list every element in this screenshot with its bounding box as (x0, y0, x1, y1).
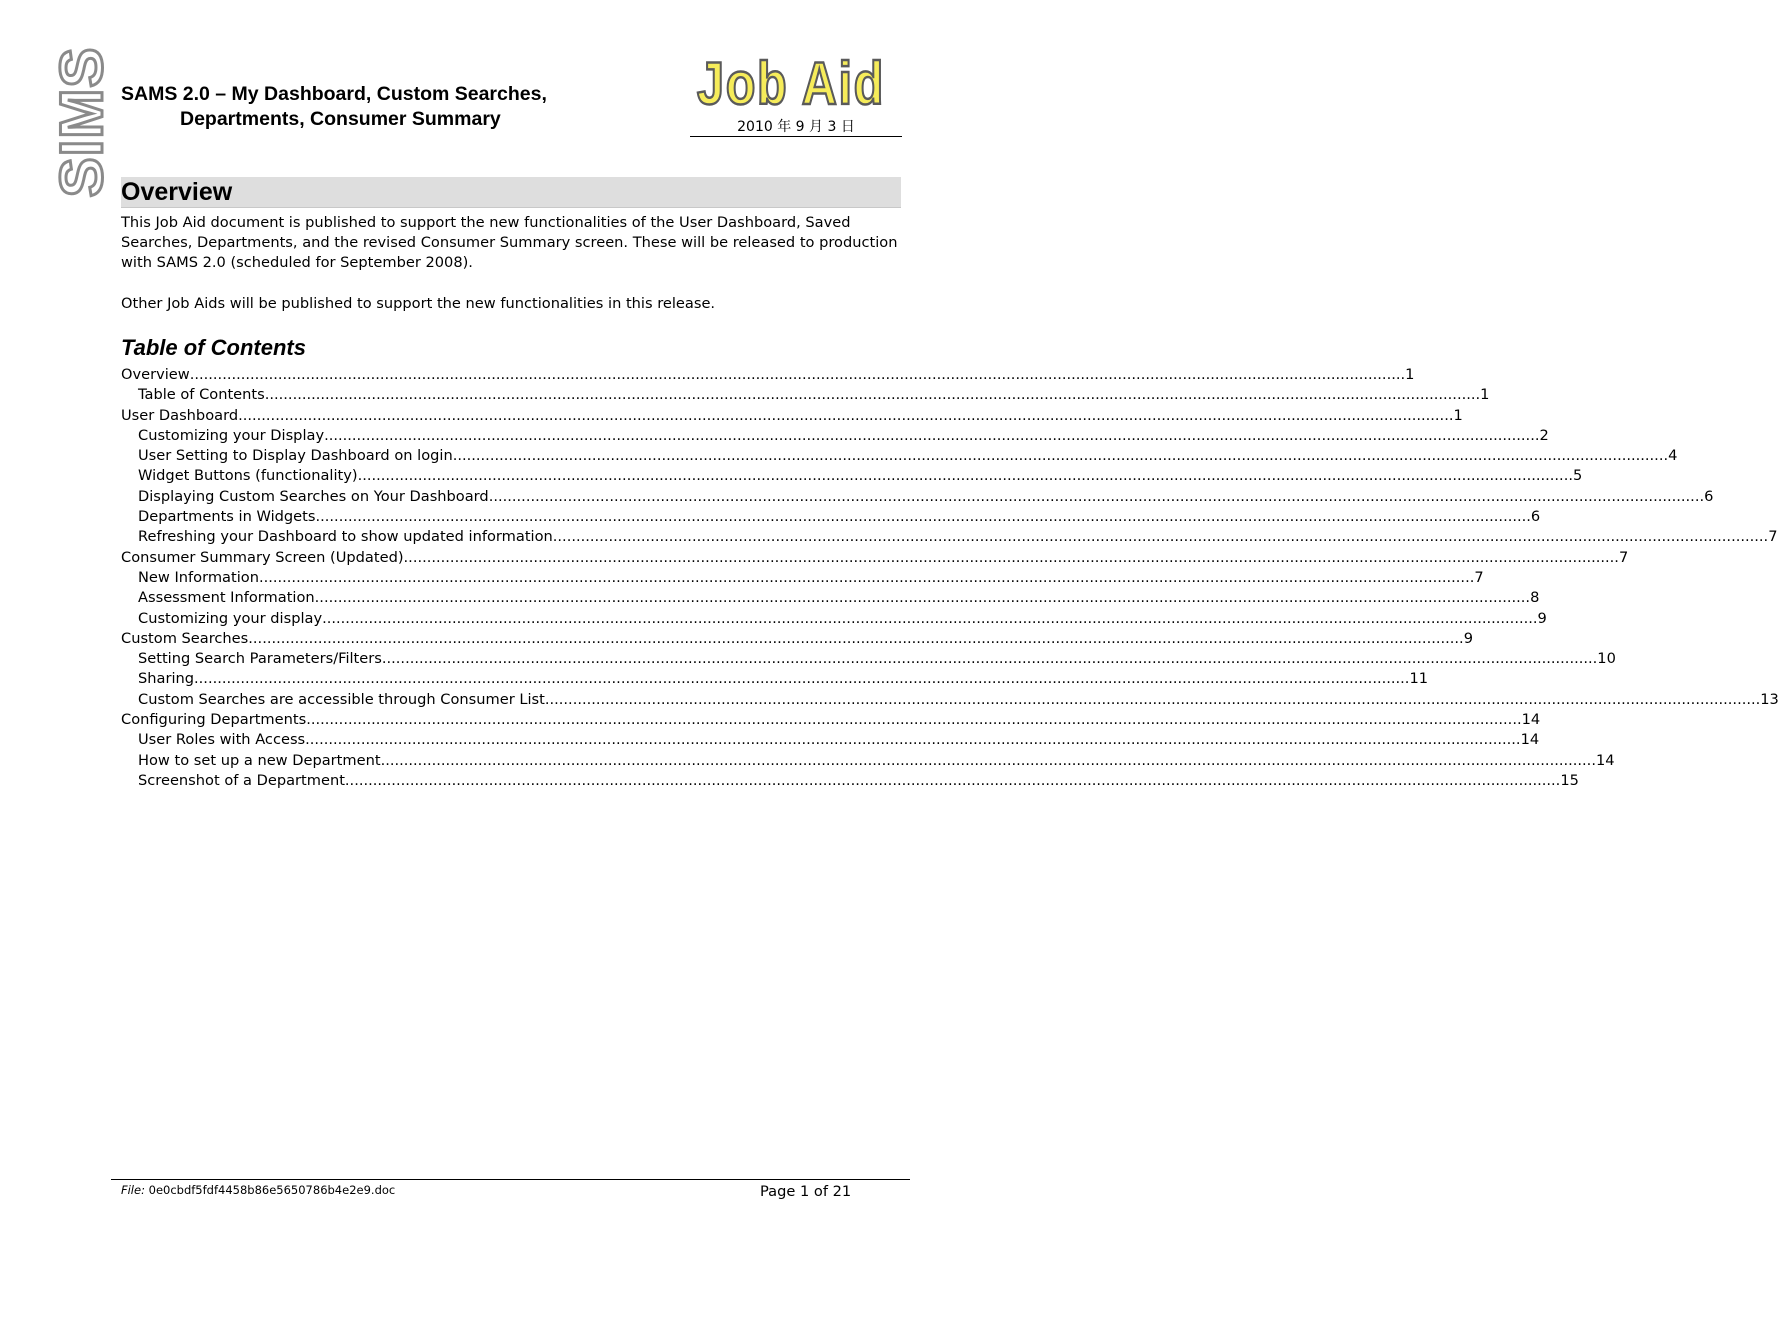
sims-logo (48, 46, 118, 198)
toc-leader (190, 366, 1405, 383)
job-aid-logo (690, 50, 905, 117)
toc-entry-text: Customizing your display (138, 609, 323, 627)
toc-leader (553, 528, 1768, 545)
toc-entry-customizing-your-display[interactable] (121, 609, 1547, 630)
toc-entry-page: 7 (1618, 548, 1629, 566)
toc-entry-text: Table of Contents (138, 386, 265, 404)
overview-paragraph-2: Other Job Aids will be published to support the new functionalities in this release. (121, 295, 716, 312)
table-of-contents (121, 366, 1779, 792)
toc-entry-text: Custom Searches are accessible through Consumer List (138, 690, 545, 708)
job-aid-logo-text: Job Aid (697, 50, 885, 117)
toc-entry-text: Consumer Summary Screen (Updated) (121, 548, 404, 566)
toc-entry-configuring-departments[interactable] (121, 711, 1541, 731)
toc-entry-text: Overview (121, 366, 190, 383)
toc-entry-text: Refreshing your Dashboard to show updated information (138, 528, 553, 546)
footer-divider (111, 1179, 910, 1180)
toc-entry-page: 1 (1480, 386, 1490, 404)
toc-leader (248, 630, 1463, 647)
toc-entry-table-of-contents[interactable] (121, 386, 1490, 406)
toc-entry-text: New Information (138, 568, 259, 586)
toc-entry-custom-searches-consumer-list[interactable] (121, 690, 1779, 711)
toc-entry-page: 9 (1463, 629, 1473, 647)
toc-entry-page: 5 (1572, 467, 1583, 485)
toc-leader (324, 427, 1539, 444)
toc-entry-overview[interactable] (121, 366, 1415, 386)
footer-file-label: File: (121, 1183, 145, 1197)
toc-heading: Table of Contents (121, 335, 306, 360)
toc-entry-page: 11 (1409, 670, 1429, 688)
toc-entry-assessment-information[interactable] (121, 589, 1540, 609)
toc-entry-page: 9 (1537, 609, 1547, 627)
toc-entry-custom-searches[interactable] (121, 629, 1473, 650)
toc-entry-new-information[interactable] (121, 568, 1484, 589)
toc-entry-page: 10 (1597, 650, 1616, 668)
toc-leader (265, 386, 1480, 403)
toc-entry-text: How to set up a new Department (138, 751, 381, 769)
toc-entry-text: Customizing your Display (138, 426, 325, 444)
toc-leader (345, 772, 1560, 789)
title-line-1: SAMS 2.0 – My Dashboard, Custom Searches, (121, 83, 547, 105)
toc-entry-sharing[interactable] (121, 670, 1429, 690)
title-line-2: Departments, Consumer Summary (180, 108, 501, 130)
toc-entry-departments-in-widgets[interactable] (121, 508, 1541, 528)
toc-leader (238, 407, 1453, 424)
toc-entry-page: 7 (1474, 568, 1484, 586)
toc-leader (322, 610, 1537, 627)
toc-leader (545, 691, 1760, 708)
toc-entry-page: 2 (1539, 426, 1549, 444)
toc-entry-customizing-display[interactable] (121, 426, 1549, 447)
toc-entry-text: Screenshot of a Department (138, 771, 345, 789)
toc-leader (453, 447, 1668, 464)
overview-paragraph-1: This Job Aid document is published to support the new functionalities of the User Dashboard, Saved Searches, Departments, and the revised Consumer Summary screen. These will be released to production with SAMS 2.0 (scheduled for September 2008). (121, 214, 898, 271)
toc-leader (315, 589, 1530, 606)
toc-leader (358, 467, 1573, 484)
toc-leader (316, 508, 1531, 525)
toc-entry-page: 4 (1668, 447, 1678, 465)
toc-entry-page: 1 (1453, 406, 1463, 424)
toc-entry-text: User Dashboard (121, 406, 239, 424)
toc-leader (382, 650, 1597, 667)
toc-entry-page: 6 (1530, 508, 1541, 526)
toc-entry-widget-buttons[interactable] (121, 467, 1583, 487)
toc-leader (259, 569, 1474, 586)
toc-entry-page: 13 (1760, 690, 1779, 708)
toc-entry-text: User Roles with Access (138, 731, 306, 749)
footer-page-number: Page 1 of 21 (760, 1183, 852, 1200)
toc-entry-user-setting[interactable] (121, 447, 1678, 467)
toc-leader (305, 731, 1520, 748)
toc-leader (489, 488, 1704, 505)
toc-entry-consumer-summary[interactable] (121, 548, 1629, 569)
footer-file-name: 0e0cbdf5fdf4458b86e5650786b4e2e9.doc (148, 1183, 396, 1197)
toc-entry-text: Configuring Departments (121, 711, 307, 729)
toc-entry-user-roles[interactable] (121, 731, 1540, 751)
toc-entry-page: 1 (1405, 366, 1415, 383)
toc-entry-user-dashboard[interactable] (121, 406, 1463, 427)
toc-entry-page: 6 (1704, 487, 1714, 505)
toc-entry-text: Custom Searches (121, 629, 249, 647)
toc-leader (194, 670, 1409, 687)
toc-entry-text: Departments in Widgets (138, 508, 316, 526)
overview-heading: Overview (121, 177, 901, 208)
toc-entry-page: 14 (1521, 711, 1541, 729)
toc-entry-displaying-custom-searches[interactable] (121, 487, 1714, 508)
toc-entry-page: 7 (1768, 528, 1778, 546)
toc-entry-page: 14 (1595, 751, 1615, 769)
document-title (121, 82, 681, 132)
toc-entry-setting-search-parameters[interactable] (121, 650, 1616, 670)
toc-entry-new-department[interactable] (121, 751, 1615, 772)
toc-entry-page: 8 (1530, 589, 1540, 607)
toc-entry-text: Widget Buttons (functionality) (138, 467, 358, 485)
toc-entry-page: 14 (1520, 731, 1540, 749)
toc-entry-refreshing-dashboard[interactable] (121, 528, 1778, 548)
toc-leader (381, 752, 1596, 769)
toc-leader (306, 711, 1521, 728)
sims-logo-text: SIMS (48, 46, 115, 198)
toc-leader (404, 549, 1619, 566)
toc-entry-text: Setting Search Parameters/Filters (138, 650, 382, 668)
footer-file (121, 1183, 395, 1197)
toc-entry-text: Sharing (138, 670, 195, 688)
document-date: 2010 年 9 月 3 日 (690, 118, 902, 137)
toc-entry-text: Assessment Information (138, 589, 315, 607)
toc-entry-text: User Setting to Display Dashboard on login (138, 447, 453, 465)
toc-entry-text: Displaying Custom Searches on Your Dashboard (138, 487, 489, 505)
toc-entry-screenshot-department[interactable] (121, 771, 1579, 792)
toc-entry-page: 15 (1560, 771, 1579, 789)
